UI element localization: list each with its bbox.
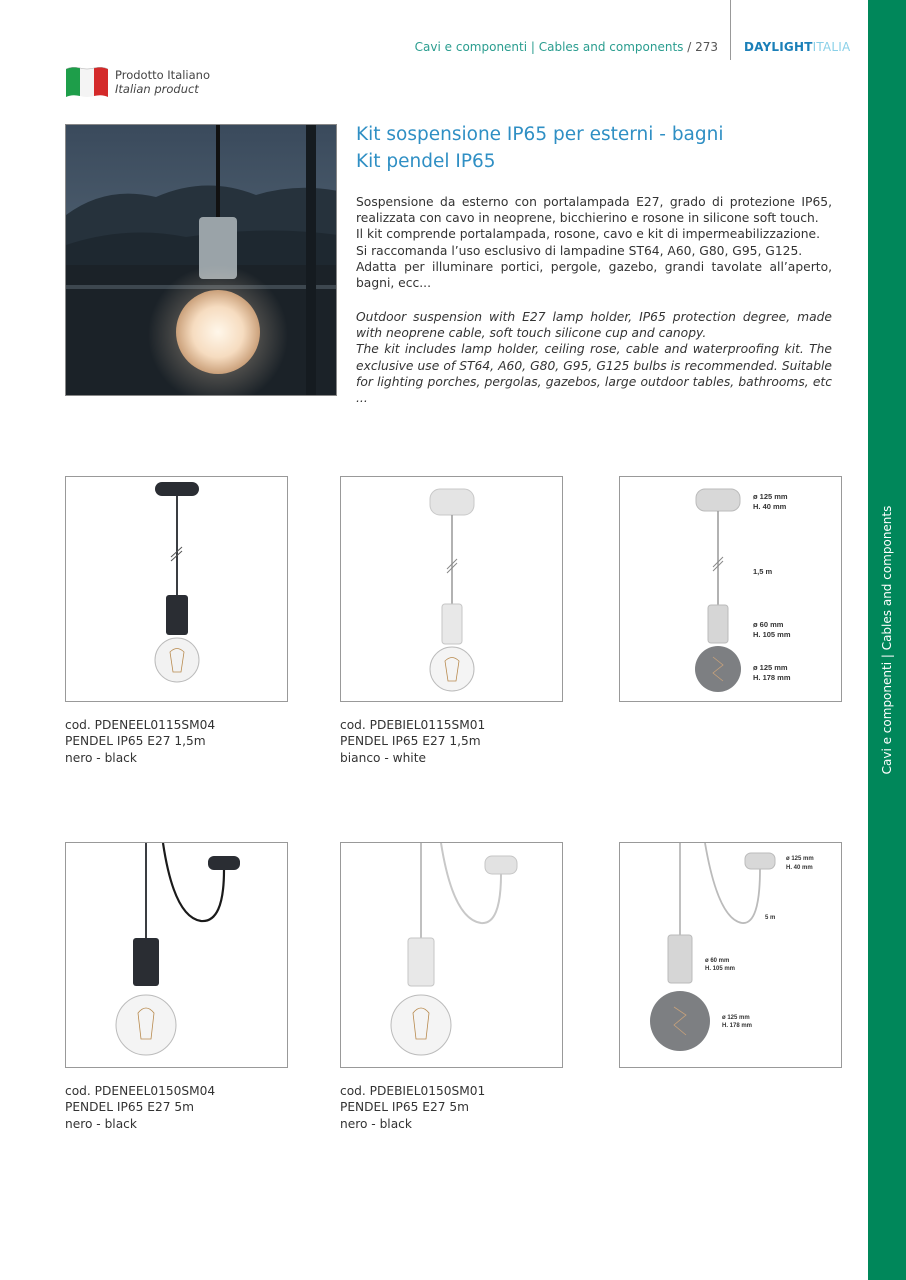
variant-color: nero - black: [65, 1116, 137, 1131]
hero-photo: [65, 124, 337, 396]
product-image-white-short: [340, 476, 563, 702]
dim-bulb-h: H. 178 mm: [753, 673, 791, 682]
bulb: [116, 995, 176, 1055]
variant-code: cod. PDENEEL0150SM04: [65, 1084, 216, 1098]
variant-color: nero - black: [340, 1116, 412, 1131]
product-title: [356, 121, 724, 175]
outdoor-lamp-photo: [66, 125, 337, 396]
product-title-en: Kit pendel IP65: [356, 151, 496, 172]
dim-bulb-h: H. 178 mm: [722, 1023, 753, 1029]
desc-it-line: Adatta per illuminare portici, pergole, gazebo, grandi tavolate all’aperto, bagni, ecc...: [356, 259, 832, 291]
dim-canopy-h: H. 40 mm: [753, 502, 787, 511]
brand-logo: [744, 40, 850, 54]
lamp-holder: [166, 595, 188, 635]
italian-flag-icon: [64, 64, 110, 100]
dim-bulb-d: ø 125 mm: [753, 663, 788, 672]
ceiling-rose: [430, 489, 474, 515]
dim-bulb-d: ø 125 mm: [722, 1015, 750, 1021]
side-tab: [868, 0, 906, 1280]
variant-name: PENDEL IP65 E27 1,5m: [65, 734, 206, 749]
dim-holder-h: H. 105 mm: [705, 966, 736, 972]
variant-name: PENDEL IP65 E27 5m: [65, 1100, 194, 1115]
dim-canopy-d: ø 125 mm: [786, 856, 814, 862]
product-image-white-long: [340, 842, 563, 1068]
brand-sub: ITALIA: [812, 40, 851, 54]
variant-caption: [340, 1083, 485, 1132]
lamp-holder: [133, 938, 159, 986]
desc-it-line: Il kit comprende portalampada, rosone, cavo e kit di impermeabilizzazione.: [356, 227, 821, 242]
desc-en-line: The kit includes lamp holder, ceiling rose, cable and waterproofing kit. The exclusive use of ST64, A60, G80, G95, G125 bulbs is recommended. Suitable for lighting porches, pergolas, gazebos, large outdoor tables, bathrooms, etc ...: [356, 342, 832, 406]
dim-cable: 5 m: [765, 915, 776, 921]
dim-holder-d: ø 60 mm: [705, 958, 730, 964]
header-section-title: [415, 40, 718, 54]
header-divider: [730, 0, 731, 60]
brand-main: DAYLIGHT: [744, 40, 813, 54]
dim-holder-h: H. 105 mm: [753, 630, 791, 639]
desc-it-line: Sospensione da esterno con portalampada E27, grado di protezione IP65, realizzata con cavo in neoprene, bicchierino e rosone in silicone soft touch.: [356, 195, 832, 226]
variant-caption: [65, 717, 215, 766]
dim-canopy-d: ø 125 mm: [753, 492, 788, 501]
page-number: / 273: [687, 40, 718, 54]
side-tab-label: Cavi e componenti | Cables and components: [880, 505, 894, 775]
description-italian: [356, 194, 832, 291]
dim-canopy-h: H. 40 mm: [786, 865, 813, 871]
lamp-holder: [408, 938, 434, 986]
description-english: [356, 309, 832, 406]
desc-it-line: Si raccomanda l’uso esclusivo di lampadine ST64, A60, G80, G95, G125.: [356, 243, 803, 258]
ceiling-rose: [155, 482, 199, 496]
variant-name: PENDEL IP65 E27 5m: [340, 1100, 469, 1115]
bulb: [391, 995, 451, 1055]
variant-color: nero - black: [65, 750, 137, 765]
origin-en: Italian product: [115, 82, 199, 96]
variant-color: bianco - white: [340, 750, 426, 765]
origin-label: [115, 68, 210, 96]
variant-name: PENDEL IP65 E27 1,5m: [340, 734, 481, 749]
dimension-drawing-long: [619, 842, 842, 1068]
dimension-drawing-short: [619, 476, 842, 702]
section-label: Cavi e componenti | Cables and components: [414, 40, 684, 54]
bulb: [155, 638, 199, 682]
origin-it: Prodotto Italiano: [115, 68, 210, 82]
product-title-it: Kit sospensione IP65 per esterni - bagni: [356, 124, 724, 145]
product-image-black-short: [65, 476, 288, 702]
dim-holder-d: ø 60 mm: [753, 620, 784, 629]
variant-code: cod. PDEBIEL0115SM01: [340, 718, 486, 732]
variant-code: cod. PDENEEL0115SM04: [65, 718, 216, 732]
product-image-black-long: [65, 842, 288, 1068]
variant-code: cod. PDEBIEL0150SM01: [340, 1084, 486, 1098]
variant-caption: [65, 1083, 215, 1132]
variant-caption: [340, 717, 485, 766]
lamp-holder: [442, 604, 462, 644]
desc-en-line: Outdoor suspension with E27 lamp holder, IP65 protection degree, made with neoprene cable, soft touch silicone cup and canopy.: [356, 310, 832, 341]
bulb: [430, 647, 474, 691]
dim-cable: 1,5 m: [753, 567, 773, 576]
